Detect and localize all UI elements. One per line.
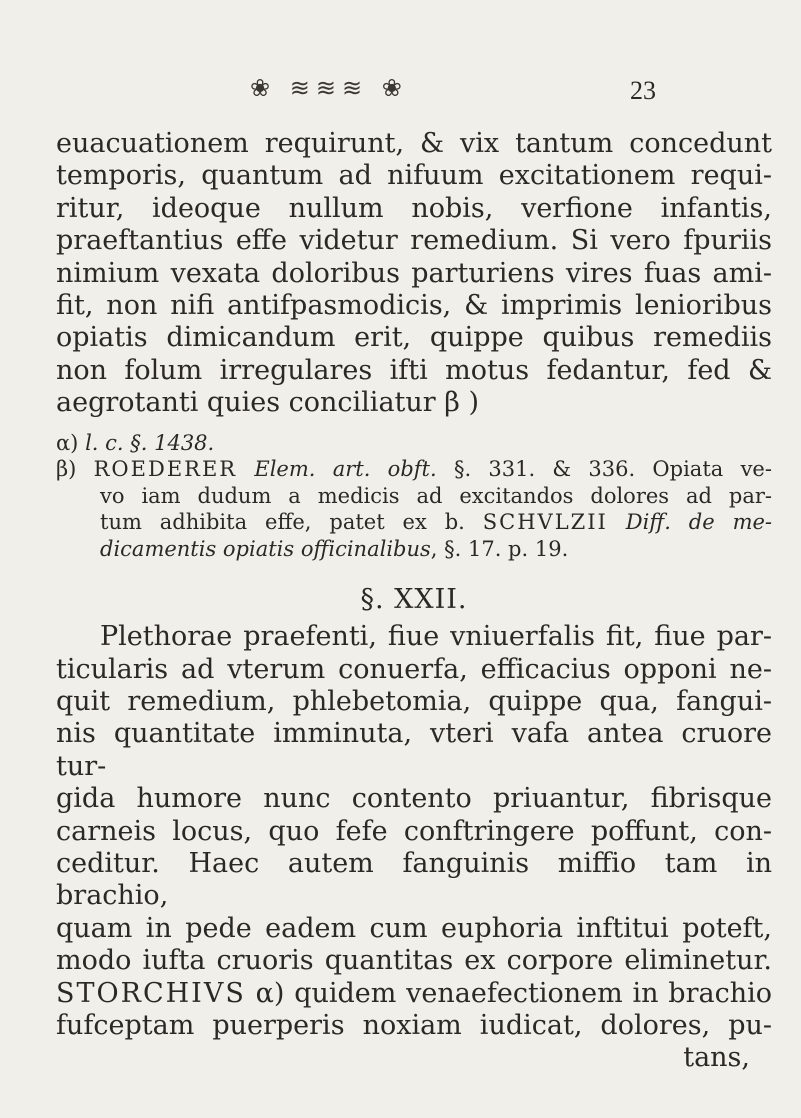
footnote-text: , §. 17. p. 19. (430, 536, 569, 561)
catchword: tans, (683, 1042, 750, 1074)
text-line: nis quantitate imminuta, vteri vafa antea cruore tur- (56, 718, 772, 782)
footnote-beta-line (56, 509, 772, 536)
footnotes (56, 430, 772, 563)
text-line: fufceptam puerperis noxiam iudicat, dolores, pu- (56, 1010, 772, 1042)
text-line (56, 978, 772, 1010)
text-line: ritur, ideoque nullum nobis, verfione infantis, (56, 192, 772, 224)
text-segment: quidem venaefectionem in brachio (294, 977, 772, 1009)
text-line: fit, non nifi antifpasmodicis, & imprimis lenioribus (56, 290, 772, 322)
text-line: ceditur. Haec autem fanguinis miffio tam in brachio, (56, 848, 772, 912)
text-line: temporis, quantum ad nifuum excitationem requi- (56, 160, 772, 192)
footnote-beta-line (56, 536, 772, 563)
header-ornament-icon: ❀ ≋≋≋ ❀ (250, 74, 408, 102)
text-line: gida humore nunc contento priuantur, fibrisque (56, 783, 772, 815)
footnote-alpha (56, 430, 772, 457)
text-line: Plethorae praefenti, fiue vniuerfalis fit, fiue par- (100, 621, 772, 653)
author-name: SCHVLZII (482, 510, 608, 535)
text-line: opiatis dimicandum erit, quippe quibus remediis (56, 322, 772, 354)
footnote-mark: α) (255, 977, 285, 1009)
text-line: quam in pede eadem cum euphoria inftitui poteft, (56, 912, 772, 944)
footnote-mark: β) (56, 457, 77, 482)
text-line: aegrotanti quies conciliatur β ) (56, 387, 479, 419)
text-line: modo iufta cruoris quantitas ex corpore eliminetur. (56, 945, 772, 977)
footnote-text: l. c. §. 1438. (85, 430, 215, 455)
section-heading: §. XXII. (360, 584, 468, 616)
body-text (56, 128, 772, 1075)
footnote-text: §. 331. & 336. Opiata ve- (453, 457, 772, 482)
footnote-beta (56, 456, 772, 483)
text-line: quit remedium, phlebetomia, quippe qua, fangui- (56, 685, 772, 717)
text-line: nimium vexata doloribus parturiens vires fuas ami- (56, 257, 772, 289)
page-header (250, 74, 670, 114)
text-line: praeftantius effe videtur remedium. Si vero fpuriis (56, 225, 772, 257)
paragraph-2 (56, 621, 772, 1075)
work-title: Diff. de me- (625, 510, 772, 535)
work-title: dicamentis opiatis officinalibus (100, 536, 431, 561)
paragraph-1 (56, 128, 772, 420)
footnote-beta-line: vo iam dudum a medicis ad excitandos dolores ad par- (100, 483, 772, 508)
text-line: carneis locus, quo fefe conftringere poffunt, con- (56, 815, 772, 847)
text-line: non folum irregulares ifti motus fedantur, fed & (56, 354, 772, 386)
text-line: euacuationem requirunt, & vix tantum concedunt (56, 128, 772, 159)
author-name: ROEDERER (93, 457, 238, 482)
author-name: STORCHIVS (56, 977, 246, 1009)
work-title: Elem. art. obft. (254, 457, 437, 482)
footnote-text: tum adhibita effe, patet ex b. (100, 510, 465, 535)
page-number: 23 (630, 76, 656, 105)
footnote-mark: α) (56, 430, 79, 455)
text-line: ticularis ad vterum conuerfa, efficacius opponi ne- (56, 653, 772, 685)
